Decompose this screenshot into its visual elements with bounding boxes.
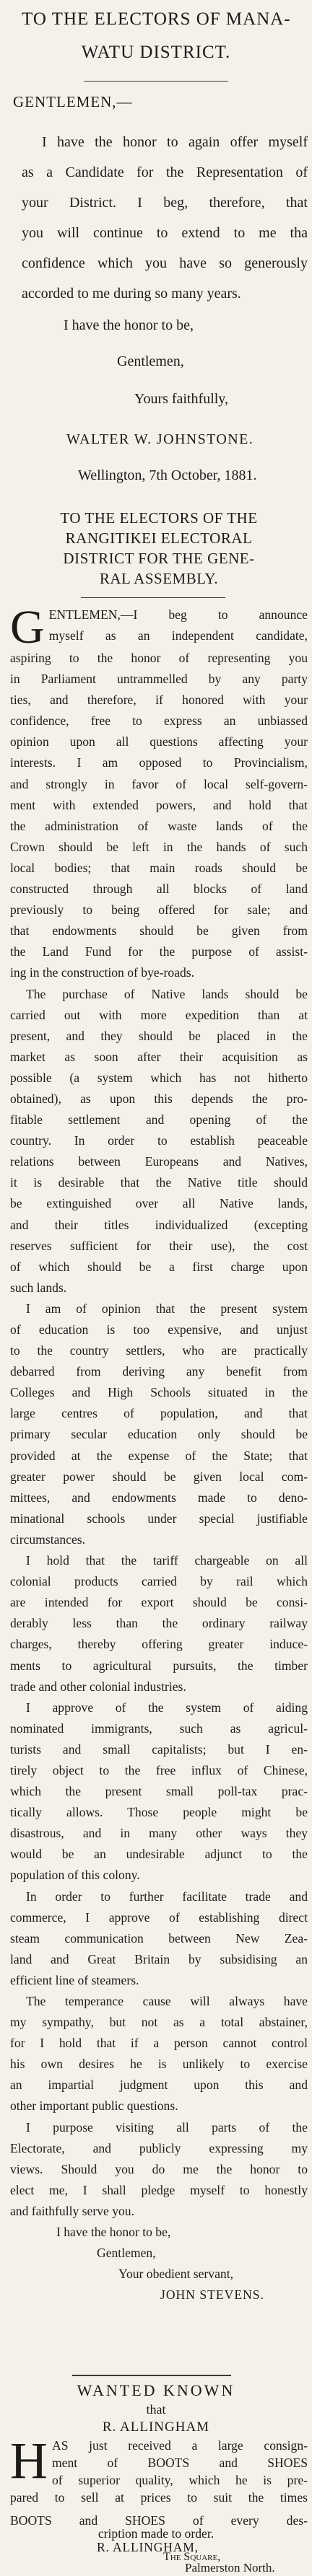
signature-address-1: The Square, xyxy=(163,2551,221,2563)
ad-title-line-2: WATU DISTRICT. xyxy=(81,43,231,62)
body-line: market as soon after their acquisition as xyxy=(10,1049,308,1064)
body-line: circumstances. xyxy=(10,1531,86,1547)
ad-body xyxy=(22,127,308,309)
that-line: that xyxy=(146,2402,166,2417)
body-line: nominated immigrants, such as agricul- xyxy=(10,1720,308,1736)
salutation: GENTLEMEN,— xyxy=(13,93,133,110)
body-line: opinion upon all questions affecting your xyxy=(10,734,308,749)
body-line: for I hold that if a person cannot control xyxy=(10,2036,308,2051)
boots-line-1: BOOTS and SHOES of every des- xyxy=(10,2513,308,2528)
ad-title-line: RANGITIKEI ELECTORAL xyxy=(65,529,253,547)
body-line: I approve of the system of aiding xyxy=(26,1700,308,1715)
body-line: large centres of population, and that xyxy=(10,1406,308,1421)
body-line: debarred from deriving any benefit from xyxy=(10,1364,308,1379)
ad-title-line: RAL ASSEMBLY. xyxy=(99,570,219,587)
closing-servant: Your obedient servant, xyxy=(118,2267,233,2282)
body-line: such lands. xyxy=(10,1280,67,1295)
closing-yours: Yours faithfully, xyxy=(134,391,229,407)
body-line: the Land Fund for the purpose of assist- xyxy=(10,944,308,959)
body-line: minational schools under special justifiable xyxy=(10,1511,308,1526)
body-line: Colleges and High Schools situated in the xyxy=(10,1385,308,1400)
signature: WALTER W. JOHNSTONE. xyxy=(66,431,254,447)
body-line: pared to sell at prices to suit the times xyxy=(10,2490,308,2505)
body-line: interests. I am opposed to Provincialism, xyxy=(10,755,308,770)
date-line: Wellington, 7th October, 1881. xyxy=(78,467,257,483)
body-line: ment with extended powers, and hold that xyxy=(10,797,308,812)
body-line: would be an undesirable adjunct to the xyxy=(10,1847,308,1862)
headline: WANTED KNOWN xyxy=(77,2381,235,2399)
body-line: AS just received a large consign- xyxy=(52,2438,308,2453)
ad-title-line: DISTRICT FOR THE GENE- xyxy=(63,550,255,567)
body-line: accorded to me during so many years. xyxy=(22,286,241,302)
body-line: and faithfully serve you. xyxy=(10,2203,134,2218)
body-line: my sympathy, but not as a total abstainer, xyxy=(10,2015,308,2030)
body-line: derably less than the ordinary railway xyxy=(10,1616,308,1631)
body-line: fitable settlement and opening of the xyxy=(10,1112,308,1127)
body-line: colonial products carried by rail which xyxy=(10,1574,308,1589)
body-line: which the present small poll-tax prac- xyxy=(10,1784,308,1799)
divider-rule xyxy=(72,2375,231,2376)
body-line: your District. I beg, therefore, that xyxy=(22,195,308,211)
body-line: efficient line of steamers. xyxy=(10,1972,139,1987)
body-line: primary secular education only should be xyxy=(10,1427,308,1442)
body-line: other important public questions. xyxy=(10,2098,178,2114)
drop-cap: G xyxy=(10,601,45,654)
title-rule xyxy=(84,81,228,82)
body-line: to the country settlers, who are practically xyxy=(10,1343,308,1358)
merchant-name: R. ALLINGHAM xyxy=(102,2419,210,2435)
body-line: steam communication between New Zea- xyxy=(10,1930,308,1946)
body-line: present, and they should be placed in the xyxy=(10,1028,308,1043)
body-line: relations between Europeans and Natives, xyxy=(10,1154,308,1169)
body-line: elect me, I shall pledge myself to honestly xyxy=(10,2182,308,2197)
body-line: charges, thereby offering greater induce- xyxy=(10,1637,308,1652)
body-line: constructed through all blocks of land xyxy=(10,882,308,897)
ad-body xyxy=(10,601,308,2305)
ad-title xyxy=(22,508,296,589)
body-line: country. In order to establish peaceable xyxy=(10,1133,308,1148)
body-line: be extinguished over all Native lands, xyxy=(10,1196,308,1211)
body-line: Electorate, and publicly expressing my xyxy=(10,2140,308,2155)
body-line: of which should be a first charge upon xyxy=(10,1259,308,1274)
body-line: provided at the expense of the State; that xyxy=(10,1448,308,1463)
body-line: and their titles individualized (excepting xyxy=(10,1217,308,1232)
body-line: in Parliament untrammelled by any party xyxy=(10,672,308,687)
honor-line: I have the honor to be, xyxy=(64,317,194,333)
body-line: confidence, free to express an unbiassed xyxy=(10,713,308,729)
body-line: ties, and therefore, if honored with your xyxy=(10,693,308,708)
ad-title-line-1: TO THE ELECTORS OF MANA- xyxy=(22,9,291,29)
body-line: I am of opinion that the present system xyxy=(26,1301,308,1316)
body-line: confidence which you have so generously xyxy=(22,255,308,271)
body-line: ENTLEMEN,—I beg to announce xyxy=(48,607,308,622)
title-rule xyxy=(81,597,225,598)
body-line: mittees, and endowments made to deno- xyxy=(10,1490,308,1505)
ad3-body xyxy=(10,2432,308,2506)
body-line: views. Should you do me the honor to xyxy=(10,2161,308,2176)
body-line: ment of BOOTS and SHOES xyxy=(52,2456,308,2470)
body-line: myself as an independent candidate, xyxy=(48,628,308,643)
body-line: that endowments should be given from xyxy=(10,923,308,938)
body-line: population of this colony. xyxy=(10,1868,140,1883)
body-line: Crown should be left in the hands of such xyxy=(10,839,308,854)
body-line: previously to being offered for sale; and xyxy=(10,902,308,918)
body-line: land and Great Britain by subsidising an xyxy=(10,1951,308,1966)
body-line: ing in the construction of bye-roads. xyxy=(10,965,195,980)
signature: JOHN STEVENS. xyxy=(160,2287,264,2303)
body-line: The purchase of Native lands should be xyxy=(26,986,308,1001)
body-line: commerce, I approve of establishing direct xyxy=(10,1909,308,1925)
body-line: tirely object to the free influx of Chinese, xyxy=(10,1762,308,1777)
body-line: are intended for export should be consi- xyxy=(10,1595,308,1610)
body-line: greater power should be given local com- xyxy=(10,1469,308,1484)
body-line: I have the honor to again offer myself xyxy=(42,134,308,150)
body-line: aspiring to the honor of representing you xyxy=(10,651,308,665)
body-line: of superior quality, which he is pre- xyxy=(52,2473,308,2487)
body-line: The temperance cause will always have xyxy=(26,1994,308,2008)
closing-gentlemen: Gentlemen, xyxy=(117,353,184,369)
body-line: In order to further facilitate trade and xyxy=(26,1889,308,1904)
body-line: reserves sufficient for their use), the cost xyxy=(10,1238,308,1253)
body-line: it is desirable that the Native title should xyxy=(10,1175,308,1190)
body-line: local bodies; that main roads should be xyxy=(10,860,308,875)
body-line: I hold that the tariff chargeable on all xyxy=(26,1553,308,1568)
body-line: you will continue to extend to me tha xyxy=(22,225,308,241)
body-lines xyxy=(10,648,308,2222)
boots-line-2: cription made to order. xyxy=(98,2526,214,2541)
signature-address-2: Palmerston North. xyxy=(185,2561,275,2575)
body-line: obtained), as upon this depends the pro- xyxy=(10,1091,308,1106)
body-line: and strongly in favor of local self-govern- xyxy=(10,776,308,791)
body-line: trade and other colonial industries. xyxy=(10,1679,186,1694)
ad-title-line: TO THE ELECTORS OF THE xyxy=(60,509,258,527)
body-line: of education is too expensive, and unjust xyxy=(10,1322,308,1337)
body-line: as a Candidate for the Representation of xyxy=(22,164,308,180)
body-line: carried out with more expedition than at xyxy=(10,1007,308,1022)
body-line: I purpose visiting all parts of the xyxy=(26,2119,308,2135)
closing-gentlemen: Gentlemen, xyxy=(97,2246,156,2261)
body-line: tically allows. Those people might be xyxy=(10,1805,308,1820)
body-line: turists and small capitalists; but I en- xyxy=(10,1741,308,1757)
body-line: his own desires he is unlikely to exercise xyxy=(10,2057,308,2072)
body-line: possible (a system which has not hitherto xyxy=(10,1070,308,1085)
body-line: disastrous, and in many other ways they xyxy=(10,1826,308,1841)
drop-cap: H xyxy=(10,2432,48,2489)
honor-line: I have the honor to be, xyxy=(56,2225,171,2240)
body-line: an impartial judgment upon this and xyxy=(10,2078,308,2093)
signature-name: R. ALLINGHAM, xyxy=(97,2540,199,2554)
body-line: ments to agricultural pursuits, the timber xyxy=(10,1658,308,1673)
body-line: the administration of waste lands of the xyxy=(10,818,308,833)
